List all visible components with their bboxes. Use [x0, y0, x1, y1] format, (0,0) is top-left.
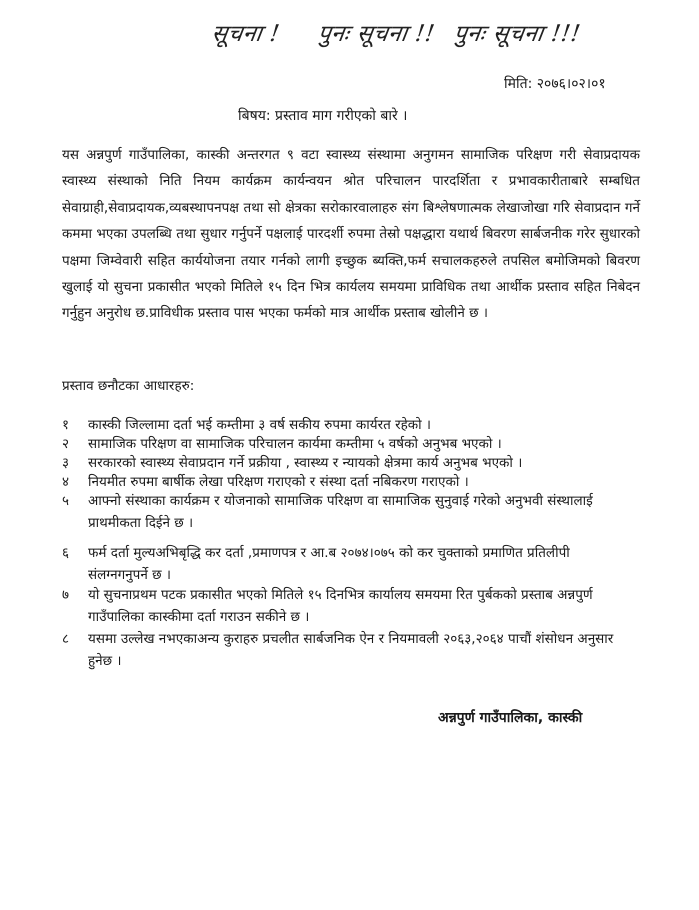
criteria-number: ७	[62, 587, 70, 603]
notice-heading-3: पुनः सूचना !!!	[451, 21, 583, 47]
notice-heading-2: पुनः सूचना !!	[315, 21, 437, 47]
notice-subject: बिषय: प्रस्ताव माग गरीएको बारे ।	[238, 108, 408, 124]
criteria-number: ३	[62, 455, 70, 471]
criteria-number: २	[62, 436, 70, 452]
criteria-number: ५	[62, 493, 70, 509]
criteria-number: ४	[62, 474, 70, 490]
criteria-number: ६	[62, 545, 70, 561]
criteria-text: यसमा उल्लेख नभएकाअन्य कुराहरु प्रचलीत सार्बजनिक ऐन र नियमावली २०६३,२०६४ पाचौं शंसोधन अनुसार हुनेछ ।	[88, 631, 614, 669]
criteria-title: प्रस्ताव छनौटका आधारहरु:	[62, 378, 195, 394]
criteria-text: सामाजिक परिक्षण वा सामाजिक परिचालन कार्यमा कम्तीमा ५ वर्षको अनुभब भएको ।	[88, 436, 502, 452]
notice-body: यस अन्नपुर्ण गाउँपालिका, कास्की अन्तरगत ९ वटा स्वास्थ्य संस्थामा अनुगमन सामाजिक परिक्षण गरी सेवाप्रदायक स्वास्थ्य संस्थाको निति नियम कार्यक्रम कार्यन्वयन श्रोत परिचालन पारदर्शिता र प्रभावकारीताबारे सम्बधित सेवाग्राही,सेवाप्रदायक,व्यबस्थापनपक्ष तथा सो क्षेत्रका सरोकारवालाहरु संग बिश्लेषणात्मक लेखाजोखा गरि सेवाप्रदान गर्ने कममा भएका उपलब्धि तथा सुधार गर्नुपर्ने पक्षलाई पारदर्शी रुपमा तेस्रो पक्षद्धारा यथार्थ बिवरण सार्बजनीक गरेर सुधारको पक्षमा जिम्वेवारी सहित कार्ययोजना तयार गर्नको लागी इच्छुक ब्यक्ति,फर्म सचालकहरुले तपसिल बमोजिमको बिवरण खुलाई यो सुचना प्रकासीत भएको मितिले १५ दिन भित्र कार्यलय समयमा प्राविधिक तथा आर्थीक प्रस्ताव सहित निबेदन गर्नुहुन अनुरोध छ.प्राविधीक प्रस्ताव पास भएका फर्मको मात्र आर्थीक प्रस्ताब खोलीने छ ।	[62, 147, 640, 322]
notice-date: मिति: २०७६।०२।०१	[504, 76, 606, 92]
criteria-text: कास्की जिल्लामा दर्ता भई कम्तीमा ३ वर्ष सकीय रुपमा कार्यरत रहेको ।	[88, 417, 432, 433]
criteria-number: १	[62, 417, 70, 433]
criteria-text: नियमीत रुपमा बार्षीक लेखा परिक्षण गराएको र संस्था दर्ता नबिकरण गराएको ।	[88, 474, 469, 490]
criteria-text: सरकारको स्वास्थ्य सेवाप्रदान गर्ने प्रक्रीया , स्वास्थ्य र न्यायको क्षेत्रमा कार्य अनुभब भएको ।	[88, 455, 523, 471]
criteria-text: फर्म दर्ता मुल्यअभिबृद्धि कर दर्ता ,प्रमाणपत्र र आ.ब २०७४।०७५ को कर चुक्ताको प्रमाणित प्रतिलीपी संलग्नगनुपर्ने छ ।	[88, 545, 570, 583]
signature-office: अन्नपुर्ण गाउँपालिका, कास्की	[438, 710, 583, 726]
criteria-number: ८	[62, 631, 70, 647]
criteria-text: आफ्नो संस्थाका कार्यक्रम र योजनाको सामाजिक परिक्षण वा सामाजिक सुनुवाई गरेको अनुभवी संस्थालाई प्राथमीकता दिईने छ ।	[88, 493, 593, 531]
notice-heading-1: सूचना !	[209, 21, 282, 47]
criteria-text: यो सुचनाप्रथम पटक प्रकासीत भएको मितिले १५ दिनभित्र कार्यालय समयमा रित पुर्बकको प्रस्ताब अन्नपुर्ण गाउँपालिका कास्कीमा दर्ता गराउन सकीने छ ।	[88, 587, 593, 625]
